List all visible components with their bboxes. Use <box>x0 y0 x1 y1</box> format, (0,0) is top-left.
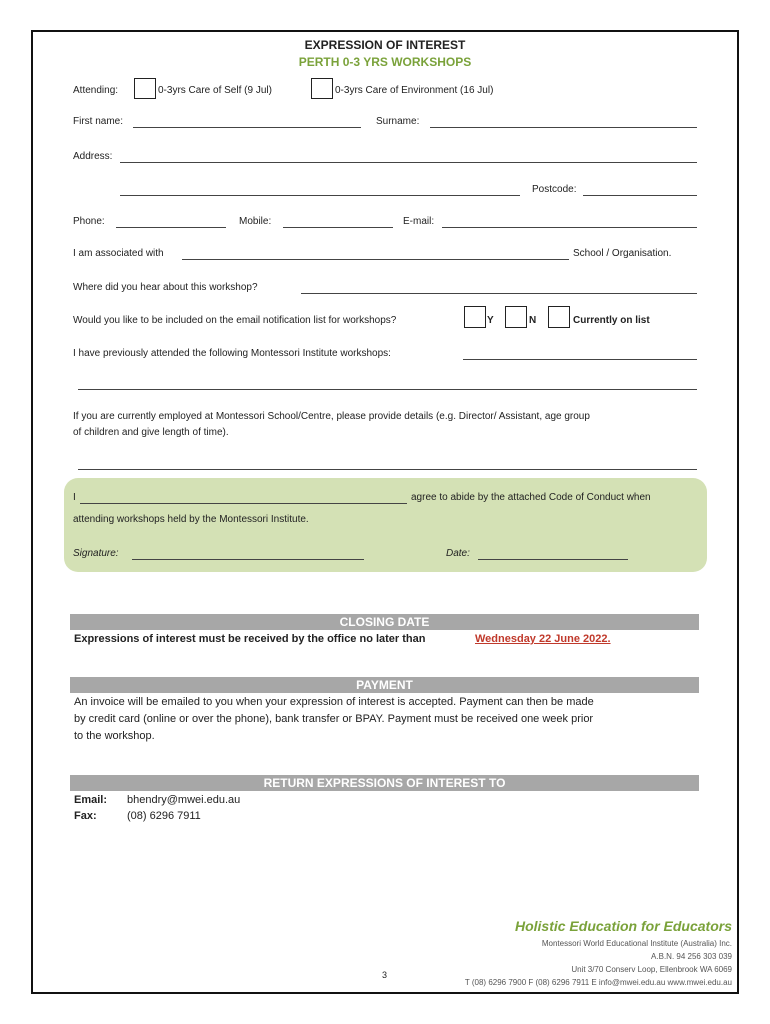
form-title: EXPRESSION OF INTEREST <box>304 38 466 52</box>
employed-label: If you are currently employed at Montessori School/Centre, please provide details (e.g. Director/ Assistant, age group <box>73 411 590 422</box>
footer-contact: T (08) 6296 7900 F (08) 6296 7911 E info@mwei.edu.au www.mwei.edu.au <box>464 978 732 987</box>
payment-heading: PAYMENT <box>70 677 699 693</box>
surname-label: Surname: <box>376 116 420 127</box>
checkbox-care-of-environment[interactable] <box>311 78 333 99</box>
return-email-label: Email: <box>74 794 108 806</box>
option-care-of-environment: 0-3yrs Care of Environment (16 Jul) <box>335 85 494 96</box>
footer-address: Unit 3/70 Conserv Loop, Ellenbrook WA 6069 <box>571 965 732 974</box>
form-subtitle: PERTH 0-3 YRS WORKSHOPS <box>298 55 472 69</box>
payment-line-3: to the workshop. <box>74 730 155 742</box>
email-label: E-mail: <box>403 216 435 227</box>
date-label: Date: <box>446 548 470 559</box>
address-field-2[interactable] <box>120 195 520 196</box>
previous-workshops-label: I have previously attended the following Montessori Institute workshops: <box>73 348 391 359</box>
closing-date-text: Expressions of interest must be received by the office no later than <box>74 633 426 645</box>
footer-org: Montessori World Educational Institute (Australia) Inc. <box>541 939 732 948</box>
payment-line-1: An invoice will be emailed to you when your expression of interest is accepted. Payment can then be made <box>74 696 594 708</box>
associated-field[interactable] <box>182 259 569 260</box>
agreement-i: I <box>73 492 76 503</box>
phone-field[interactable] <box>116 227 226 228</box>
postcode-label: Postcode: <box>532 184 577 195</box>
previous-workshops-field-2[interactable] <box>78 389 697 390</box>
checkbox-care-of-self[interactable] <box>134 78 156 99</box>
return-fax: (08) 6296 7911 <box>127 810 201 822</box>
option-care-of-self: 0-3yrs Care of Self (9 Jul) <box>158 85 272 96</box>
signature-field[interactable] <box>132 559 364 560</box>
phone-label: Phone: <box>73 216 105 227</box>
mobile-label: Mobile: <box>239 216 272 227</box>
postcode-field[interactable] <box>583 195 697 196</box>
notify-yes-label: Y <box>487 315 494 326</box>
return-email[interactable]: bhendry@mwei.edu.au <box>127 794 241 806</box>
agreement-name-field[interactable] <box>80 503 407 504</box>
agreement-text-2: attending workshops held by the Montessori Institute. <box>73 514 309 525</box>
school-label: School / Organisation. <box>573 248 672 259</box>
footer-brand: Holistic Education for Educators <box>514 918 732 934</box>
attending-label: Attending: <box>73 85 119 96</box>
email-field[interactable] <box>442 227 697 228</box>
previous-workshops-field-1[interactable] <box>463 359 697 360</box>
mobile-field[interactable] <box>283 227 393 228</box>
address-field-1[interactable] <box>120 162 697 163</box>
closing-date-value: Wednesday 22 June 2022. <box>475 633 611 645</box>
associated-label: I am associated with <box>73 248 164 259</box>
employed-field[interactable] <box>78 469 697 470</box>
checkbox-currently-on-list[interactable] <box>548 306 570 328</box>
surname-field[interactable] <box>430 127 697 128</box>
return-heading: RETURN EXPRESSIONS OF INTEREST TO <box>70 775 699 791</box>
notify-no-label: N <box>529 315 537 326</box>
checkbox-notify-no[interactable] <box>505 306 527 328</box>
page-number: 3 <box>382 970 388 980</box>
checkbox-notify-yes[interactable] <box>464 306 486 328</box>
first-name-label: First name: <box>73 116 124 127</box>
address-label: Address: <box>73 151 113 162</box>
closing-date-heading: CLOSING DATE <box>70 614 699 630</box>
notify-label: Would you like to be included on the email notification list for workshops? <box>73 315 397 326</box>
date-field[interactable] <box>478 559 628 560</box>
signature-label: Signature: <box>73 548 119 559</box>
payment-line-2: by credit card (online or over the phone), bank transfer or BPAY. Payment must be received one week prior <box>74 713 594 725</box>
first-name-field[interactable] <box>133 127 361 128</box>
hear-label: Where did you hear about this workshop? <box>73 282 258 293</box>
employed-label-2: of children and give length of time). <box>73 427 229 438</box>
hear-field[interactable] <box>301 293 697 294</box>
return-fax-label: Fax: <box>74 810 97 822</box>
agreement-text: agree to abide by the attached Code of Conduct when <box>411 492 651 503</box>
currently-on-list-label: Currently on list <box>573 315 650 326</box>
footer-abn: A.B.N. 94 256 303 039 <box>651 952 732 961</box>
